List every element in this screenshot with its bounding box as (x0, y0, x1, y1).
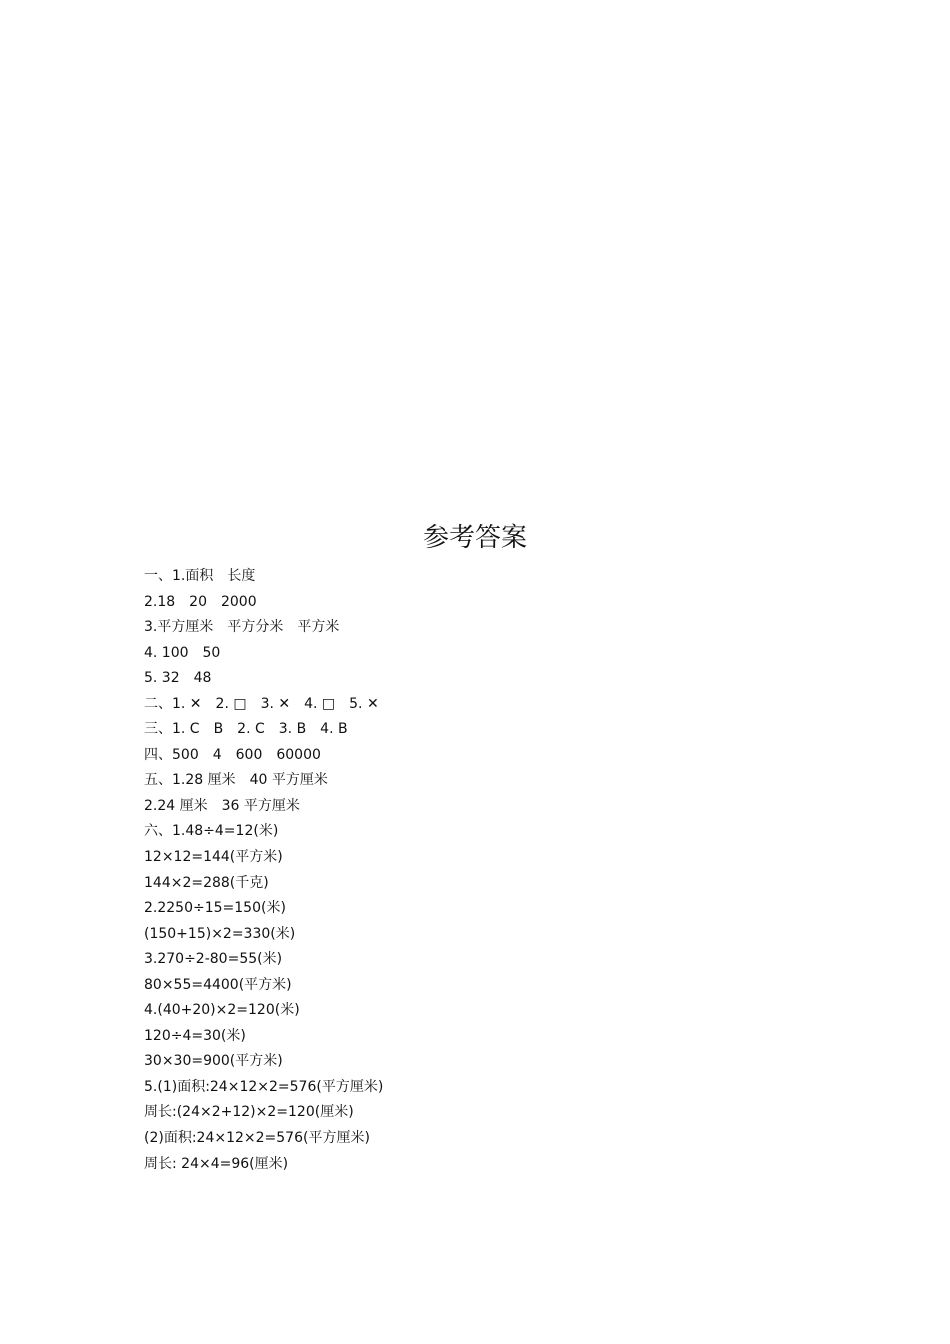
answer-line: 周长:(24×2+12)×2=120(厘米) (144, 1104, 354, 1121)
answer-line: 4.(40+20)×2=120(米) (144, 1002, 300, 1019)
answer-line: 5. 32 48 (144, 670, 212, 687)
answer-line: (150+15)×2=330(米) (144, 925, 296, 942)
answer-line: 3.270÷2-80=55(米) (144, 951, 283, 968)
document-title: 参考答案 (422, 523, 527, 553)
answer-line: 5.(1)面积:24×12×2=576(平方厘米) (144, 1078, 384, 1095)
answer-list (144, 564, 844, 1177)
answer-line: 一、1.面积 长度 (144, 568, 256, 584)
answer-line: 五、1.28 厘米 40 平方厘米 (144, 772, 328, 789)
answer-line: 80×55=4400(平方米) (144, 976, 292, 993)
answer-line: 12×12=144(平方米) (144, 849, 283, 866)
answer-line: 四、500 4 600 60000 (144, 746, 321, 763)
answer-line: 六、1.48÷4=12(米) (144, 823, 279, 840)
answer-line: (2)面积:24×12×2=576(平方厘米) (144, 1130, 370, 1147)
answer-line: 4. 100 50 (144, 644, 221, 661)
answer-line: 2.24 厘米 36 平方厘米 (144, 797, 300, 814)
answer-line: 120÷4=30(米) (144, 1027, 246, 1044)
answer-line: 二、1. ✕ 2. □ 3. ✕ 4. □ 5. ✕ (144, 695, 379, 712)
answer-line: 30×30=900(平方米) (144, 1053, 283, 1070)
answer-line: 2.18 20 2000 (144, 593, 257, 610)
answer-line: 周长: 24×4=96(厘米) (144, 1155, 289, 1172)
answer-line: 2.2250÷15=150(米) (144, 900, 286, 917)
answer-line: 三、1. C B 2. C 3. B 4. B (144, 721, 348, 738)
answer-line: 144×2=288(千克) (144, 874, 269, 891)
answer-line: 3.平方厘米 平方分米 平方米 (144, 619, 340, 636)
